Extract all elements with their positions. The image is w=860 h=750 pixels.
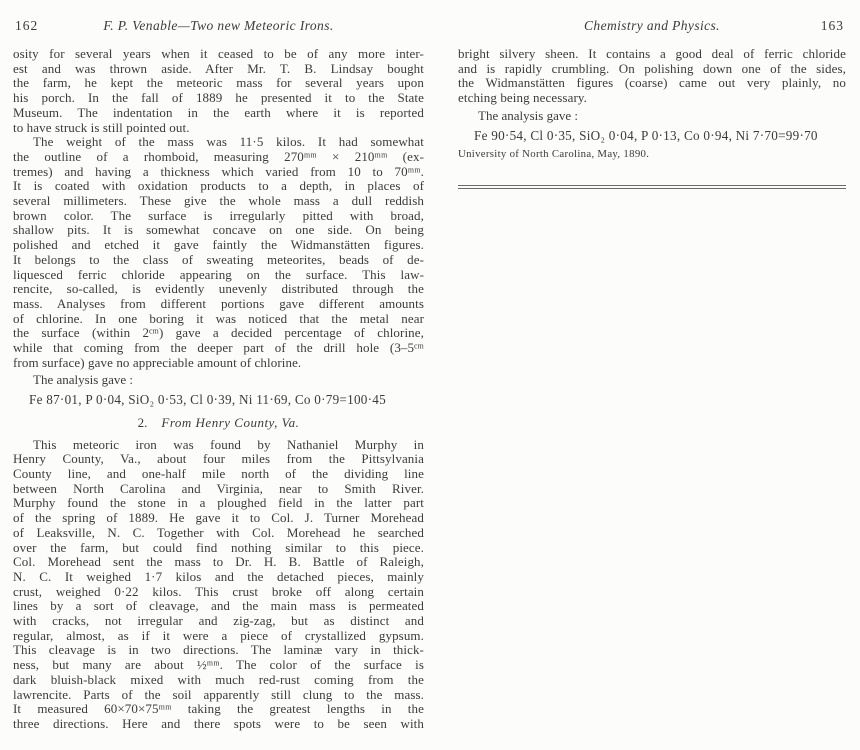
formula: Fe 90·54, Cl 0·35, SiO₂ 0·04, P 0·13, Co 0·94, Ni 7·70=99·70: [474, 128, 818, 143]
text-line: The weight of the mass was 11·5 kilos. It had somewhat: [33, 135, 424, 150]
text-line: lawrencite. Parts of the soil apparently still clung to the mass.: [13, 687, 424, 702]
text-line: dark bluish-black mixed with much red-rust coming from the: [13, 672, 424, 687]
running-head: F. P. Venable—Two new Meteoric Irons.: [103, 18, 334, 33]
text-line: several millimeters. These give the whole mass a dull reddish: [13, 194, 424, 209]
text-line: Murphy found the stone in a ploughed field in the latter part: [13, 496, 424, 511]
text-line: and is rapidly crumbling. On polishing down one of the sides,: [458, 61, 846, 76]
page-body-left: [13, 47, 424, 732]
text-line: est and was thrown aside. After Mr. T. B. Lindsay bought: [13, 61, 424, 76]
page-number: 163: [820, 18, 844, 33]
text-line: County line, and one-half mile north of the dividing line: [13, 466, 424, 481]
paragraph: [13, 135, 424, 370]
text-line: bright silvery sheen. It contains a good deal of ferric chloride: [458, 47, 846, 61]
text-line: his porch. In the fall of 1889 he presented it to the State: [13, 91, 424, 106]
page-header-left: [13, 18, 424, 36]
page-right: [430, 0, 860, 750]
text-line: of the spring of 1889. He gave it to Col. J. Turner Morehead: [13, 511, 424, 526]
text-line: It belongs to the class of sweating meteorites, beads of de-: [13, 252, 424, 267]
text-line: of chlorine. In one boring it was noticed that the metal near: [13, 311, 424, 326]
text-line: between North Carolina and Virginia, near to Smith River.: [13, 481, 424, 496]
text-line: from surface) gave no appreciable amount of chlorine.: [13, 355, 302, 370]
analysis-intro: The analysis gave :: [478, 108, 578, 123]
text-line: liquesced ferric chloride appearing on the surface. This law-: [13, 267, 424, 282]
text-line: the outline of a rhomboid, measuring 270ᵐᵐ × 210ᵐᵐ (ex-: [13, 149, 424, 164]
text-line: tremes) and having a thickness which varied from 10 to 70ᵐᵐ.: [13, 164, 424, 179]
text-line: Col. Morehead sent the mass to Dr. H. B. Battle of Raleigh,: [13, 555, 424, 570]
text-line: while that coming from the deeper part of the drill hole (3–5ᶜᵐ: [13, 341, 424, 356]
text-line: polished and etched it gave faintly the Widmanstätten figures.: [13, 238, 424, 253]
running-head: Chemistry and Physics.: [584, 18, 720, 33]
paragraph: [13, 438, 424, 732]
text-line: This cleavage is in two directions. The laminæ vary in thick-: [13, 643, 424, 658]
text-line: shallow pits. It is somewhat concave on one side. On being: [13, 223, 424, 238]
page-body-right: [458, 47, 846, 189]
text-line: rencite, so-called, is evidently unevenly distributed through the: [13, 282, 424, 297]
text-line: etching being necessary.: [458, 91, 587, 106]
section-title: From Henry County, Va.: [161, 414, 300, 430]
section-number: 2.: [137, 414, 148, 430]
paragraph: [13, 47, 424, 135]
text-line: Museum. The indentation in the earth where it is reported: [13, 105, 424, 120]
text-line: the farm, he kept the meteoric mass for several years upon: [13, 76, 424, 91]
text-line: over the farm, but could find nothing similar to this piece.: [13, 540, 424, 555]
text-line: osity for several years when it ceased to be of any more inter-: [13, 47, 424, 61]
text-line: brown color. The surface is irregularly pitted with broad,: [13, 208, 424, 223]
text-line: lines by a sort of cleavage, and the main mass is permeated: [13, 599, 424, 614]
section-heading: [13, 416, 424, 431]
text-line: Henry County, Va., about four miles from the Pittsylvania: [13, 452, 424, 467]
paragraph: [458, 47, 846, 106]
analysis-intro: The analysis gave :: [33, 373, 133, 388]
formula: Fe 87·01, P 0·04, SiO₂ 0·53, Cl 0·39, Ni 11·69, Co 0·79=100·45: [29, 393, 386, 408]
text-line: It is coated with oxidation products to a depth, in places of: [13, 179, 424, 194]
text-line: three directions. Here and there spots were to be seen with: [13, 716, 424, 731]
text-line: N. C. It weighed 1·7 kilos and the detached pieces, mainly: [13, 569, 424, 584]
text-line: of Leaksville, N. C. Together with Col. Morehead he searched: [13, 525, 424, 540]
text-line: ness, but many are about ½ᵐᵐ. The color of the surface is: [13, 658, 424, 673]
signature: University of North Carolina, May, 1890.: [458, 148, 650, 161]
text-line: mass. Analyses from different portions gave different amounts: [13, 296, 424, 311]
page-header-right: [458, 18, 846, 36]
text-line: It measured 60×70×75ᵐᵐ taking the greatest lengths in the: [13, 702, 424, 717]
text-line: regular, almost, as if it were a piece of crystallized gypsum.: [13, 628, 424, 643]
page-number: 162: [15, 18, 39, 33]
text-line: the surface (within 2ᶜᵐ) gave a decided percentage of chlorine,: [13, 326, 424, 341]
text-line: to have struck is still pointed out.: [13, 120, 190, 135]
text-line: crust, weighed 0·22 kilos. This crust broke off along certain: [13, 584, 424, 599]
text-line: the Widmanstätten figures (coarse) came out very plainly, no: [458, 76, 846, 91]
double-rule: [458, 185, 846, 189]
text-line: This meteoric iron was found by Nathaniel Murphy in: [33, 437, 424, 452]
text-line: with cracks, not irregular and zig-zag, but as distinct and: [13, 614, 424, 629]
